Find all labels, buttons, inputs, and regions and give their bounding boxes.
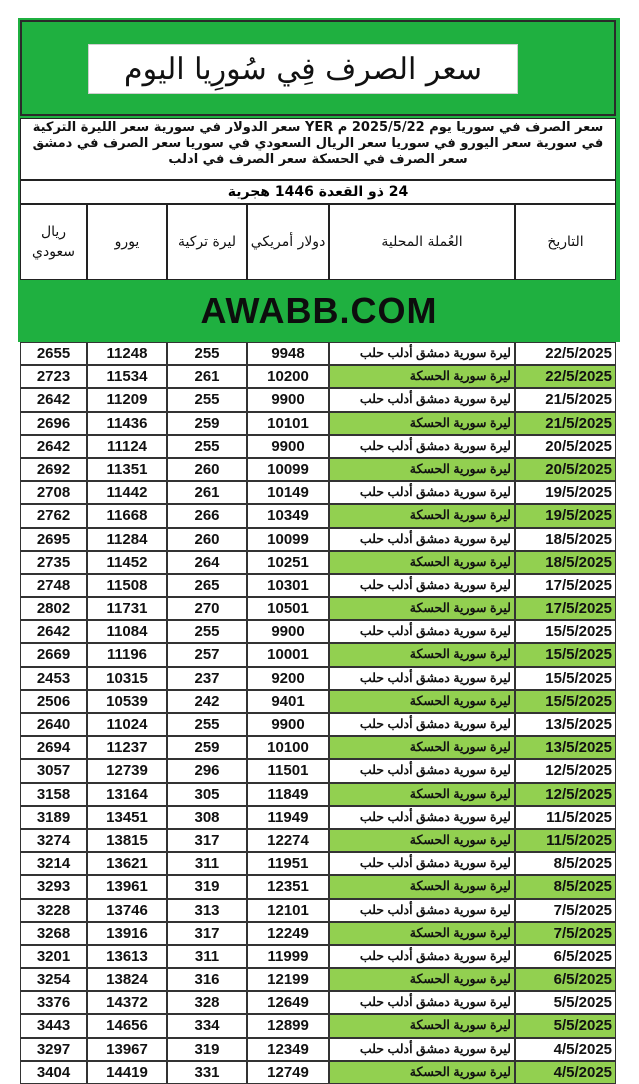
- cell-sar: 2453: [20, 667, 87, 690]
- cell-date: 5/5/2025: [515, 991, 616, 1014]
- site-banner: AWABB.COM: [18, 280, 620, 342]
- cell-date: 18/5/2025: [515, 551, 616, 574]
- cell-eur: 11534: [87, 365, 167, 388]
- rates-table-body: [20, 342, 616, 1084]
- cell-currency: ليرة سورية الحسكة: [329, 1014, 515, 1037]
- table-row: [20, 643, 616, 666]
- cell-try: 264: [167, 551, 247, 574]
- cell-usd: 11951: [247, 852, 329, 875]
- cell-currency: ليرة سورية دمشق أدلب حلب: [329, 713, 515, 736]
- cell-usd: 11999: [247, 945, 329, 968]
- cell-sar: 2696: [20, 412, 87, 435]
- table-row: [20, 528, 616, 551]
- table-row: [20, 852, 616, 875]
- cell-eur: 13916: [87, 922, 167, 945]
- cell-sar: 2669: [20, 643, 87, 666]
- cell-try: 331: [167, 1061, 247, 1084]
- table-row: [20, 481, 616, 504]
- cell-sar: 3201: [20, 945, 87, 968]
- cell-date: 8/5/2025: [515, 852, 616, 875]
- cell-eur: 14372: [87, 991, 167, 1014]
- cell-sar: 2695: [20, 528, 87, 551]
- cell-eur: 11731: [87, 597, 167, 620]
- table-row: [20, 713, 616, 736]
- table-row: [20, 690, 616, 713]
- cell-usd: 9900: [247, 620, 329, 643]
- cell-sar: 2692: [20, 458, 87, 481]
- cell-date: 20/5/2025: [515, 435, 616, 458]
- cell-date: 17/5/2025: [515, 574, 616, 597]
- cell-currency: ليرة سورية الحسكة: [329, 690, 515, 713]
- cell-currency: ليرة سورية الحسكة: [329, 643, 515, 666]
- cell-usd: 10100: [247, 736, 329, 759]
- cell-date: 5/5/2025: [515, 1014, 616, 1037]
- cell-usd: 10200: [247, 365, 329, 388]
- cell-currency: ليرة سورية الحسكة: [329, 783, 515, 806]
- cell-usd: 12351: [247, 875, 329, 898]
- table-row: [20, 365, 616, 388]
- cell-sar: 2802: [20, 597, 87, 620]
- cell-eur: 13164: [87, 783, 167, 806]
- cell-usd: 10001: [247, 643, 329, 666]
- cell-currency: ليرة سورية الحسكة: [329, 412, 515, 435]
- table-row: [20, 574, 616, 597]
- cell-currency: ليرة سورية الحسكة: [329, 829, 515, 852]
- cell-eur: 13621: [87, 852, 167, 875]
- cell-date: 13/5/2025: [515, 713, 616, 736]
- cell-date: 22/5/2025: [515, 365, 616, 388]
- cell-usd: 9401: [247, 690, 329, 713]
- cell-currency: ليرة سورية الحسكة: [329, 551, 515, 574]
- table-row: [20, 945, 616, 968]
- cell-currency: ليرة سورية دمشق أدلب حلب: [329, 620, 515, 643]
- cell-usd: 10149: [247, 481, 329, 504]
- header-date: التاريخ: [515, 204, 616, 280]
- cell-try: 261: [167, 365, 247, 388]
- cell-sar: 3158: [20, 783, 87, 806]
- cell-date: 4/5/2025: [515, 1038, 616, 1061]
- cell-try: 255: [167, 342, 247, 365]
- cell-date: 22/5/2025: [515, 342, 616, 365]
- cell-eur: 11024: [87, 713, 167, 736]
- cell-eur: 11284: [87, 528, 167, 551]
- cell-currency: ليرة سورية دمشق أدلب حلب: [329, 806, 515, 829]
- cell-currency: ليرة سورية دمشق أدلب حلب: [329, 528, 515, 551]
- cell-usd: 11949: [247, 806, 329, 829]
- cell-usd: 12649: [247, 991, 329, 1014]
- cell-date: 15/5/2025: [515, 620, 616, 643]
- header-sar: ريال سعودي: [20, 204, 87, 280]
- header-eur: يورو: [87, 204, 167, 280]
- cell-sar: 3297: [20, 1038, 87, 1061]
- cell-eur: 11248: [87, 342, 167, 365]
- cell-try: 266: [167, 504, 247, 527]
- cell-usd: 10349: [247, 504, 329, 527]
- cell-currency: ليرة سورية دمشق أدلب حلب: [329, 574, 515, 597]
- cell-sar: 2642: [20, 388, 87, 411]
- table-row: [20, 759, 616, 782]
- cell-eur: 13815: [87, 829, 167, 852]
- cell-try: 317: [167, 922, 247, 945]
- cell-try: 255: [167, 435, 247, 458]
- cell-eur: 11668: [87, 504, 167, 527]
- cell-currency: ليرة سورية دمشق أدلب حلب: [329, 388, 515, 411]
- cell-sar: 2642: [20, 435, 87, 458]
- cell-eur: 12739: [87, 759, 167, 782]
- cell-currency: ليرة سورية دمشق أدلب حلب: [329, 991, 515, 1014]
- cell-date: 19/5/2025: [515, 504, 616, 527]
- cell-usd: 12349: [247, 1038, 329, 1061]
- cell-try: 265: [167, 574, 247, 597]
- cell-try: 319: [167, 875, 247, 898]
- header-try: ليرة تركية: [167, 204, 247, 280]
- table-row: [20, 991, 616, 1014]
- cell-usd: 12749: [247, 1061, 329, 1084]
- cell-usd: 9900: [247, 388, 329, 411]
- cell-eur: 13824: [87, 968, 167, 991]
- cell-sar: 2642: [20, 620, 87, 643]
- cell-currency: ليرة سورية دمشق أدلب حلب: [329, 759, 515, 782]
- cell-sar: 3228: [20, 899, 87, 922]
- cell-date: 17/5/2025: [515, 597, 616, 620]
- cell-sar: 2735: [20, 551, 87, 574]
- cell-usd: 10099: [247, 528, 329, 551]
- cell-currency: ليرة سورية دمشق أدلب حلب: [329, 667, 515, 690]
- cell-usd: 10251: [247, 551, 329, 574]
- table-row: [20, 551, 616, 574]
- cell-usd: 9900: [247, 435, 329, 458]
- cell-try: 255: [167, 713, 247, 736]
- table-row: [20, 458, 616, 481]
- cell-try: 311: [167, 945, 247, 968]
- cell-sar: 2762: [20, 504, 87, 527]
- cell-eur: 11209: [87, 388, 167, 411]
- cell-sar: 3189: [20, 806, 87, 829]
- cell-try: 261: [167, 481, 247, 504]
- cell-date: 12/5/2025: [515, 759, 616, 782]
- table-row: [20, 736, 616, 759]
- table-header: [20, 204, 616, 280]
- table-row: [20, 388, 616, 411]
- header-usd: دولار أمريكي: [247, 204, 329, 280]
- table-row: [20, 620, 616, 643]
- cell-eur: 13613: [87, 945, 167, 968]
- cell-try: 305: [167, 783, 247, 806]
- cell-currency: ليرة سورية الحسكة: [329, 875, 515, 898]
- cell-usd: 10501: [247, 597, 329, 620]
- cell-currency: ليرة سورية دمشق أدلب حلب: [329, 1038, 515, 1061]
- cell-usd: 10099: [247, 458, 329, 481]
- cell-date: 21/5/2025: [515, 412, 616, 435]
- cell-currency: ليرة سورية الحسكة: [329, 968, 515, 991]
- cell-usd: 10101: [247, 412, 329, 435]
- table-row: [20, 806, 616, 829]
- table-row: [20, 899, 616, 922]
- cell-eur: 11508: [87, 574, 167, 597]
- cell-currency: ليرة سورية الحسكة: [329, 365, 515, 388]
- cell-try: 259: [167, 412, 247, 435]
- cell-date: 15/5/2025: [515, 690, 616, 713]
- table-row: [20, 342, 616, 365]
- cell-sar: 2640: [20, 713, 87, 736]
- cell-try: 316: [167, 968, 247, 991]
- cell-usd: 12101: [247, 899, 329, 922]
- cell-date: 4/5/2025: [515, 1061, 616, 1084]
- cell-try: 255: [167, 620, 247, 643]
- cell-eur: 11237: [87, 736, 167, 759]
- cell-usd: 10301: [247, 574, 329, 597]
- table-row: [20, 922, 616, 945]
- cell-currency: ليرة سورية دمشق أدلب حلب: [329, 852, 515, 875]
- cell-usd: 12274: [247, 829, 329, 852]
- cell-eur: 13961: [87, 875, 167, 898]
- cell-try: 317: [167, 829, 247, 852]
- cell-date: 11/5/2025: [515, 806, 616, 829]
- table-row: [20, 875, 616, 898]
- cell-try: 308: [167, 806, 247, 829]
- cell-sar: 2694: [20, 736, 87, 759]
- cell-date: 18/5/2025: [515, 528, 616, 551]
- cell-eur: 14656: [87, 1014, 167, 1037]
- table-row: [20, 829, 616, 852]
- table-row: [20, 504, 616, 527]
- cell-try: 296: [167, 759, 247, 782]
- cell-sar: 3443: [20, 1014, 87, 1037]
- table-row: [20, 435, 616, 458]
- header-currency: العُملة المحلية: [329, 204, 515, 280]
- table-row: [20, 667, 616, 690]
- cell-eur: 14419: [87, 1061, 167, 1084]
- page-title: سعر الصرف فِي سُورِيا اليوم: [88, 44, 518, 94]
- cell-currency: ليرة سورية دمشق أدلب حلب: [329, 899, 515, 922]
- cell-sar: 3057: [20, 759, 87, 782]
- cell-try: 257: [167, 643, 247, 666]
- table-row: [20, 1061, 616, 1084]
- cell-date: 7/5/2025: [515, 899, 616, 922]
- cell-try: 255: [167, 388, 247, 411]
- cell-eur: 11351: [87, 458, 167, 481]
- cell-eur: 10315: [87, 667, 167, 690]
- cell-currency: ليرة سورية الحسكة: [329, 458, 515, 481]
- table-row: [20, 968, 616, 991]
- cell-sar: 3376: [20, 991, 87, 1014]
- hijri-date: 24 ذو القعدة 1446 هجرية: [20, 180, 616, 204]
- cell-eur: 11436: [87, 412, 167, 435]
- cell-currency: ليرة سورية دمشق أدلب حلب: [329, 481, 515, 504]
- table-row: [20, 597, 616, 620]
- table-row: [20, 412, 616, 435]
- cell-date: 13/5/2025: [515, 736, 616, 759]
- cell-date: 19/5/2025: [515, 481, 616, 504]
- cell-usd: 11501: [247, 759, 329, 782]
- cell-currency: ليرة سورية الحسكة: [329, 736, 515, 759]
- table-row: [20, 783, 616, 806]
- cell-eur: 11442: [87, 481, 167, 504]
- cell-usd: 12899: [247, 1014, 329, 1037]
- cell-eur: 11196: [87, 643, 167, 666]
- cell-sar: 2655: [20, 342, 87, 365]
- cell-date: 6/5/2025: [515, 968, 616, 991]
- cell-usd: 12249: [247, 922, 329, 945]
- cell-currency: ليرة سورية دمشق أدلب حلب: [329, 342, 515, 365]
- cell-eur: 11452: [87, 551, 167, 574]
- cell-usd: 9900: [247, 713, 329, 736]
- table-row: [20, 1038, 616, 1061]
- cell-sar: 2748: [20, 574, 87, 597]
- cell-try: 270: [167, 597, 247, 620]
- cell-currency: ليرة سورية دمشق أدلب حلب: [329, 435, 515, 458]
- cell-eur: 13746: [87, 899, 167, 922]
- cell-try: 334: [167, 1014, 247, 1037]
- cell-currency: ليرة سورية الحسكة: [329, 1061, 515, 1084]
- cell-usd: 12199: [247, 968, 329, 991]
- cell-eur: 11084: [87, 620, 167, 643]
- cell-eur: 10539: [87, 690, 167, 713]
- cell-currency: ليرة سورية دمشق أدلب حلب: [329, 945, 515, 968]
- cell-currency: ليرة سورية الحسكة: [329, 597, 515, 620]
- cell-sar: 3404: [20, 1061, 87, 1084]
- cell-date: 11/5/2025: [515, 829, 616, 852]
- cell-try: 328: [167, 991, 247, 1014]
- cell-date: 7/5/2025: [515, 922, 616, 945]
- cell-sar: 3268: [20, 922, 87, 945]
- cell-date: 20/5/2025: [515, 458, 616, 481]
- cell-date: 15/5/2025: [515, 643, 616, 666]
- cell-try: 260: [167, 528, 247, 551]
- cell-eur: 13451: [87, 806, 167, 829]
- cell-try: 313: [167, 899, 247, 922]
- cell-usd: 11849: [247, 783, 329, 806]
- cell-try: 311: [167, 852, 247, 875]
- cell-sar: 2708: [20, 481, 87, 504]
- table-row: [20, 1014, 616, 1037]
- cell-try: 242: [167, 690, 247, 713]
- cell-try: 319: [167, 1038, 247, 1061]
- cell-date: 21/5/2025: [515, 388, 616, 411]
- cell-date: 15/5/2025: [515, 667, 616, 690]
- cell-sar: 3293: [20, 875, 87, 898]
- cell-currency: ليرة سورية الحسكة: [329, 922, 515, 945]
- cell-sar: 3254: [20, 968, 87, 991]
- cell-eur: 13967: [87, 1038, 167, 1061]
- cell-date: 6/5/2025: [515, 945, 616, 968]
- cell-usd: 9948: [247, 342, 329, 365]
- cell-usd: 9200: [247, 667, 329, 690]
- cell-sar: 2723: [20, 365, 87, 388]
- cell-eur: 11124: [87, 435, 167, 458]
- cell-currency: ليرة سورية الحسكة: [329, 504, 515, 527]
- description-text: سعر الصرف في سوريا يوم 2025/5/22 م YER سعر الدولار في سورية سعر الليرة التركية في سورية سعر اليورو في سوريا سعر الريال السعودي في سوريا سعر الصرف في دمشق سعر الصرف في الحسكة سعر الصرف في ادلب: [20, 118, 616, 180]
- cell-date: 12/5/2025: [515, 783, 616, 806]
- cell-sar: 3214: [20, 852, 87, 875]
- cell-sar: 3274: [20, 829, 87, 852]
- cell-date: 8/5/2025: [515, 875, 616, 898]
- cell-try: 259: [167, 736, 247, 759]
- cell-sar: 2506: [20, 690, 87, 713]
- cell-try: 260: [167, 458, 247, 481]
- cell-try: 237: [167, 667, 247, 690]
